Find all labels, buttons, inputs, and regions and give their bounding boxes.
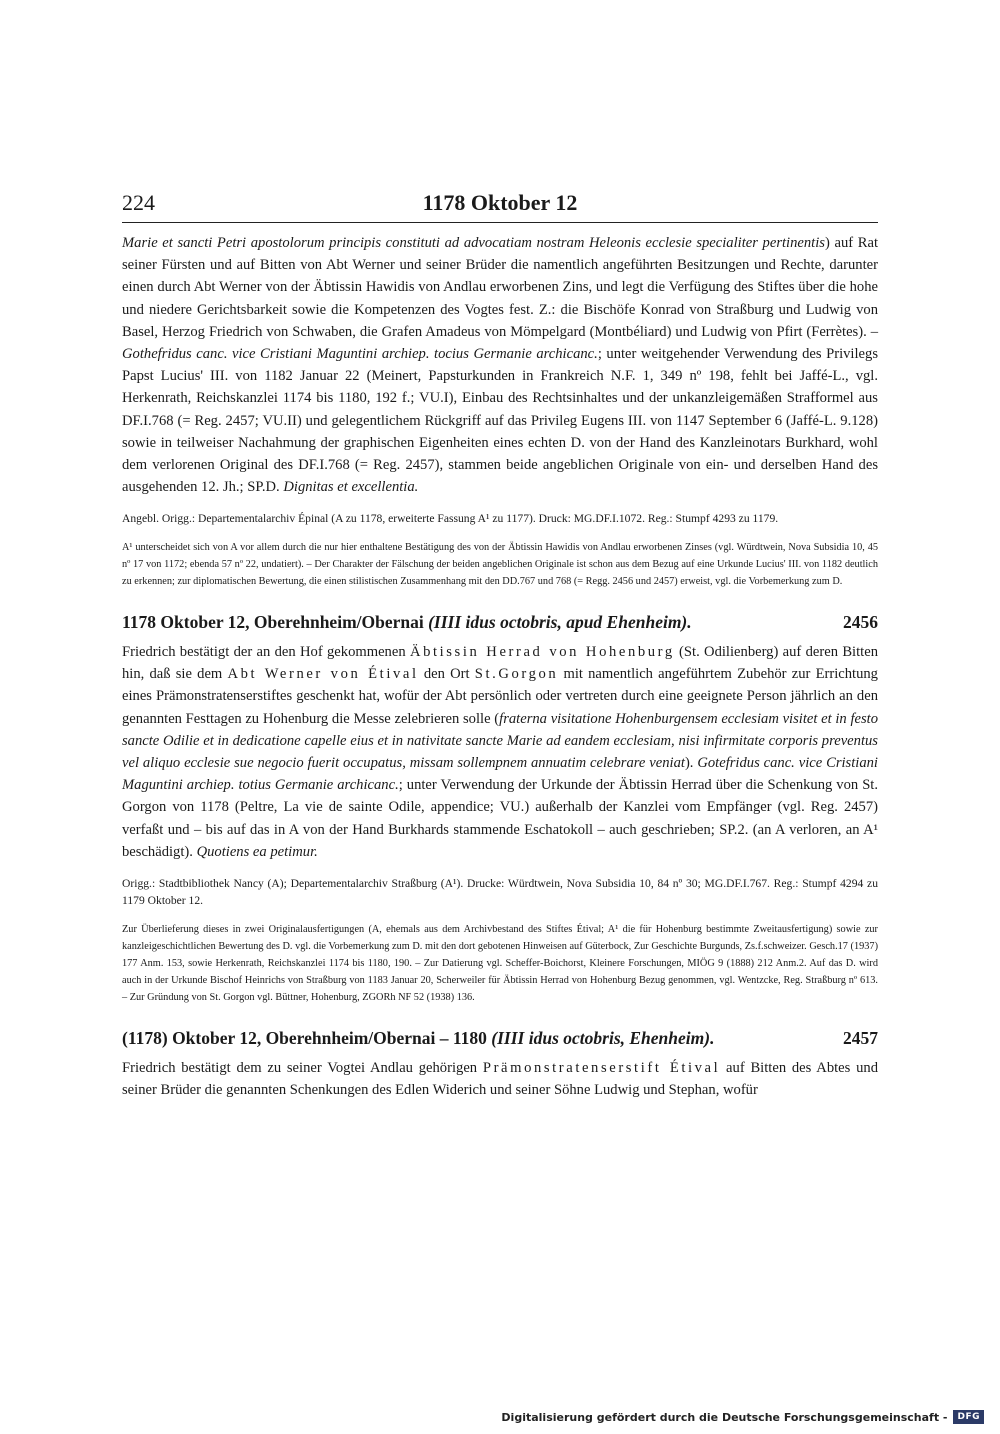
entry-number: 2456 (843, 611, 878, 632)
regest-text-2457 (122, 1057, 878, 1101)
person-name: Äbtissin Herrad von Hohenburg (409, 643, 675, 660)
entry-heading-2456 (122, 612, 878, 633)
entry-number: 2457 (843, 1027, 878, 1048)
text-segment: ; unter Verwendung der Urkunde der Äbtissin Herrad über die Schenkung von St. Gorgon von 1178 (Peltre, La vie de sainte Odile, appendice; VU.) außerhalb der Kanzlei vom Empfänger (vgl. Reg. 2457) verfaßt und – bis auf das in A von der Hand Burkhards stammende Eschatokoll – auch geschrieben; SP.2. (an A verloren, an A¹ beschädigt). (122, 777, 879, 860)
text-segment: ; unter weitgehender Verwendung des Privilegs Papst Lucius' III. von 1182 Januar 22 (Meinert, Papsturkunden in Frankreich N.F. 1, 349 nº 198, fehlt bei Jaffé-L., vgl. Herkenrath, Reichskanzlei 1174 bis 1180, 192 f.; VU.I), Einbau des Rechtsinhaltes und der unkanzleigemäßen Strafformel aus DF.I.768 (= Reg. 2457; VU.II) und gelegentlichem Rückgriff auf das Privileg Eugens III. von 1147 September 6 (Jaffé-L. 9.128) sowie in teilweiser Nachahmung der graphischen Eigenheiten eines echten D. von der Hand des Kanzleinotars Burkhard, wohl dem verlorenen Original des DF.I.768 (= Reg. 2457), stammen beide angeblichen Originale von ein- und derselben Hand des ausgehenden 12. Jh.; SP.D. (122, 346, 878, 496)
latin-quote: fraterna visitatione Hohenburgensem ecclesiam visitet et in festo sancte Odilie et in dedicatione capelle eius et in nativitate sancte Marie ad eandem ecclesiam, nisi infirmitate corporis preventus vel aliquo ecclesie sue negocio fuerit occupatus, missam sollempnem annuatim celebrare veniat (122, 710, 879, 771)
heading-latin-date: (IIII idus octobris, apud Ehenheim). (428, 611, 692, 632)
entry-heading-2457 (122, 1028, 878, 1049)
incipit: Quotiens ea petimur. (196, 843, 318, 860)
text-segment: ) auf Rat seiner Fürsten und auf Bitten von Abt Werner und seiner Brüder die namentlich angeführten Besitzungen und Rechte, darunter einen durch Abt Werner von der Äbtissin Hawidis von Andlau erworbenen Zins, und legt die Verfügung des Stiftes über die hohe und niedere Gerichtsbarkeit sowie die Kompetenzen des Vogtes fest. Z.: die Bischöfe Konrad von Straßburg und Ludwig von Basel, Herzog Friedrich von Schwaben, die Grafen Amadeus von Mömpelgard (Montbéliard) und Ludwig von Pfirt (Ferrètes). – (122, 235, 878, 340)
entry-date-place (122, 612, 692, 633)
commentary-note: Zur Überlieferung dieses in zwei Originalausfertigungen (A, ehemals aus dem Archivbestand des Stiftes Étival; A¹ die für Hohenburg bestimmte Zweitausfertigung) sowie zur kanzleigeschichtlichen Bewertung des D. vgl. die Vorbemerkung zum D. mit den dort gebotenen Hinweisen auf Güterbock, Zur Geschichte Burgunds, Zs.f.schweizer. Gesch.17 (1937) 177 Anm. 153, sowie Herkenrath, Reichskanzlei 1174 bis 1180, 190. – Zur Datierung vgl. Scheffer-Boichorst, Kleinere Forschungen, MIÖG 9 (1888) 212 Anm.2. Auf das D. wird auch in der Urkunde Bischof Heinrichs von Straßburg von 1183 Januar 20, Scherweiler für Äbtissin Herrad von Hohenburg Bezug genommen, vgl. Wentzcke, Reg. Straßburg nº 613. – Zur Gründung von St. Gorgon vgl. Büttner, Hohenburg, ZGORh NF 52 (1938) 136. (122, 923, 878, 1003)
text-segment: den Ort (418, 666, 475, 683)
footer-text: Digitalisierung gefördert durch die Deutsche Forschungsgemeinschaft - (501, 1410, 948, 1424)
page-number: 224 (122, 190, 155, 215)
chancellery-formula: Gotefridus canc. vice Cristiani Maguntini archiep. totius Germanie archicanc. (122, 754, 878, 794)
chancellery-formula: Gothefridus canc. vice Cristiani Maguntini archiep. tocius Germanie archicanc. (122, 346, 598, 363)
place-name: St.Gorgon (474, 666, 559, 683)
digitization-footer (501, 1410, 984, 1424)
continuation-paragraph (122, 232, 878, 498)
running-head (122, 190, 878, 223)
source-line: Origg.: Stadtbibliothek Nancy (A); Departementalarchiv Straßburg (A¹). Drucke: Würdtwein, Nova Subsidia 10, 84 nº 30; MG.DF.I.767. Reg.: Stumpf 4294 zu 1179 Oktober 12. (122, 876, 878, 908)
latin-quote: Marie et sancti Petri apostolorum principis constituti ad advocatiam nostram Heleonis ecclesie specialiter pertinentis (122, 235, 825, 251)
institution-name: Prämonstratenserstift Étival (482, 1059, 721, 1076)
text-segment: auf Bitten des Abtes und seiner Brüder die genannten Schenkungen des Edlen Widerich und seiner Söhne Ludwig und Stephan, wofür (122, 1059, 878, 1099)
document-page (122, 190, 878, 1101)
heading-text: (1178) Oktober 12, Oberehnheim/Obernai – 1180 (122, 1027, 492, 1048)
dfg-logo: DFG (953, 1410, 984, 1424)
text-segment: Friedrich bestätigt dem zu seiner Vogtei Andlau gehörigen (122, 1059, 483, 1076)
entry-date-place (122, 1028, 714, 1049)
incipit: Dignitas et excellentia. (283, 479, 419, 496)
text-segment: Friedrich bestätigt der an den Hof gekommenen (122, 643, 410, 660)
heading-text: 1178 Oktober 12, Oberehnheim/Obernai (122, 611, 429, 632)
heading-latin-date: (IIII idus octobris, Ehenheim). (491, 1027, 715, 1048)
text-segment: (St. Odilienberg) auf deren Bitten hin, daß sie dem (122, 643, 878, 683)
person-name: Abt Werner von Étival (227, 666, 419, 683)
commentary-note: A¹ unterscheidet sich von A vor allem durch die nur hier enthaltene Bestätigung des von der Äbtissin Hawidis von Andlau erworbenen Zinses (vgl. Würdtwein, Nova Subsidia 10, 45 nº 17 von 1172; ebenda 57 nº 22, undatiert). – Der Charakter der Fälschung der beiden angeblichen Originale ist schon aus dem Bezug auf eine Urkunde Lucius' III. von 1182 deutlich zu erkennen; zur diplomatischen Bewertung, die einen stilistischen Zusammenhang mit den DD.767 und 768 (= Regg. 2456 und 2457) erweist, vgl. die Vorbemerkung zum D. (122, 541, 878, 587)
source-line: Angebl. Origg.: Departementalarchiv Épinal (A zu 1178, erweiterte Fassung A¹ zu 1177). Druck: MG.DF.I.1072. Reg.: Stumpf 4293 zu 1179. (122, 512, 779, 526)
text-segment: ). (684, 754, 698, 771)
text-segment: mit namentlich angeführtem Zubehör zur Errichtung eines Prämonstratenserstiftes geschenkt hat, wofür der Abt persönlich oder vertreten durch eine geeignete Person jährlich an den genannten Festtagen zu Hohenburg die Messe zelebrieren solle ( (122, 666, 878, 727)
regest-text-2456 (122, 641, 878, 863)
page-title: 1178 Oktober 12 (422, 190, 578, 215)
